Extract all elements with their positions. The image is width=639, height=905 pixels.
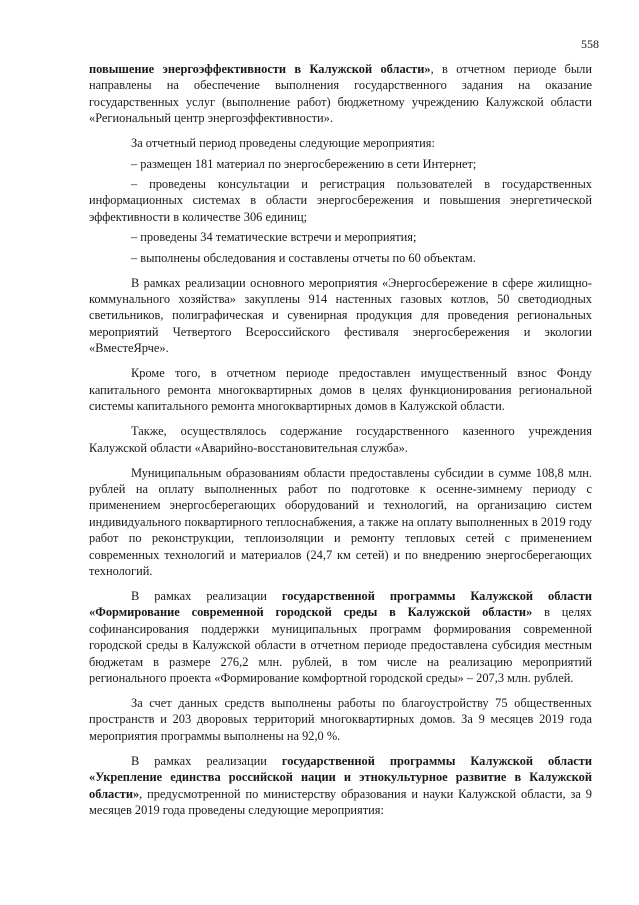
paragraph-10 [89, 465, 592, 580]
text: В рамках реализации [131, 753, 282, 768]
paragraph-2 [89, 135, 592, 151]
text: в целях софинансирования поддержки муниципальных программ формирования современной городской среды в Калужской области в отчетном периоде предоставлена субсидия местным бюджетам в размере 276,2 млн. рублей, в том числе на реализацию мероприятий регионального проекта «Формирование комфортной городской среды» – 207,3 млн. рублей. [89, 605, 593, 685]
text: – размещен 181 материал по энергосбережению в сети Интернет; [131, 156, 477, 171]
paragraph-9 [89, 423, 592, 456]
text: – проведены консультации и регистрация пользователей в государственных информационных системах в области энергосбережения и повышения энергетической эффективности в количестве 306 единиц; [89, 177, 592, 224]
bold-text: повышение энергоэффективности в Калужской области» [89, 62, 431, 76]
text: Муниципальным образованиям области предоставлены субсидии в сумме 108,8 млн. рублей на оплату выполненных работ по подготовке к осенне-зимнему периоду с применением энергосберегающих оборудований и технологий, на организацию систем индивидуального поквартирного теплоснабжения, а также на оплату выполненных в 2019 году работ по реконструкции, теплоизоляции и ремонту тепловых сетей с применением современных технологий и материалов (24,7 км сетей) и по внедрению энергосберегающих технологий. [89, 465, 592, 578]
list-item [89, 156, 592, 172]
text: , предусмотренной по министерству образования и науки Калужской области, за 9 месяцев 2019 года проведены следующие мероприятия: [89, 786, 592, 817]
document-body [89, 61, 592, 827]
page-number: 558 [581, 37, 599, 51]
text: За отчетный период проведены следующие мероприятия: [131, 136, 435, 151]
list-item [89, 176, 592, 225]
paragraph-13 [89, 753, 592, 819]
text: , в отчетном периоде были направлены на обеспечение выполнения государственного задания на оказание государственных услуг (выполнение работ) бюджетному учреждению Калужской области «Региональный центр энергоэффективности». [89, 62, 592, 126]
paragraph-7 [89, 275, 592, 357]
text: Кроме того, в отчетном периоде предоставлен имущественный взнос Фонду капитального ремонта многоквартирных домов в целях функционирования региональной системы капитального ремонта многоквартирных домов в Калужской области. [89, 366, 592, 414]
paragraph-1 [89, 61, 592, 127]
list-item [89, 229, 592, 245]
list-item [89, 250, 592, 266]
bold-text: государственной программы Калужской области «Формирование современной городской среды в Калужской области» [89, 588, 592, 620]
text: Также, осуществлялось содержание государственного казенного учреждения Калужской области «Аварийно-восстановительная служба». [89, 424, 592, 455]
text: В рамках реализации основного мероприятия «Энергосбережение в сфере жилищно-коммунального хозяйства» закуплены 914 настенных газовых котлов, 50 светодиодных светильников, полиграфическая и сувенирная продукция для проведения региональных мероприятий Четвертого Всероссийского фестиваля энергосбережения и экологии «ВместеЯрче». [89, 275, 592, 356]
text: – проведены 34 тематические встречи и мероприятия; [131, 230, 417, 245]
text: В рамках реализации [131, 588, 282, 603]
paragraph-11 [89, 588, 592, 686]
paragraph-8 [89, 365, 592, 414]
bold-text: государственной программы Калужской области «Укрепление единства российской нации и этнокультурное развитие в Калужской области» [89, 753, 592, 801]
paragraph-12 [89, 695, 592, 744]
text: – выполнены обследования и составлены отчеты по 60 объектам. [131, 250, 476, 265]
text: За счет данных средств выполнены работы по благоустройству 75 общественных пространств и 203 дворовых территорий многоквартирных домов. За 9 месяцев 2019 года мероприятия программы выполнены на 92,0 %. [89, 695, 592, 743]
